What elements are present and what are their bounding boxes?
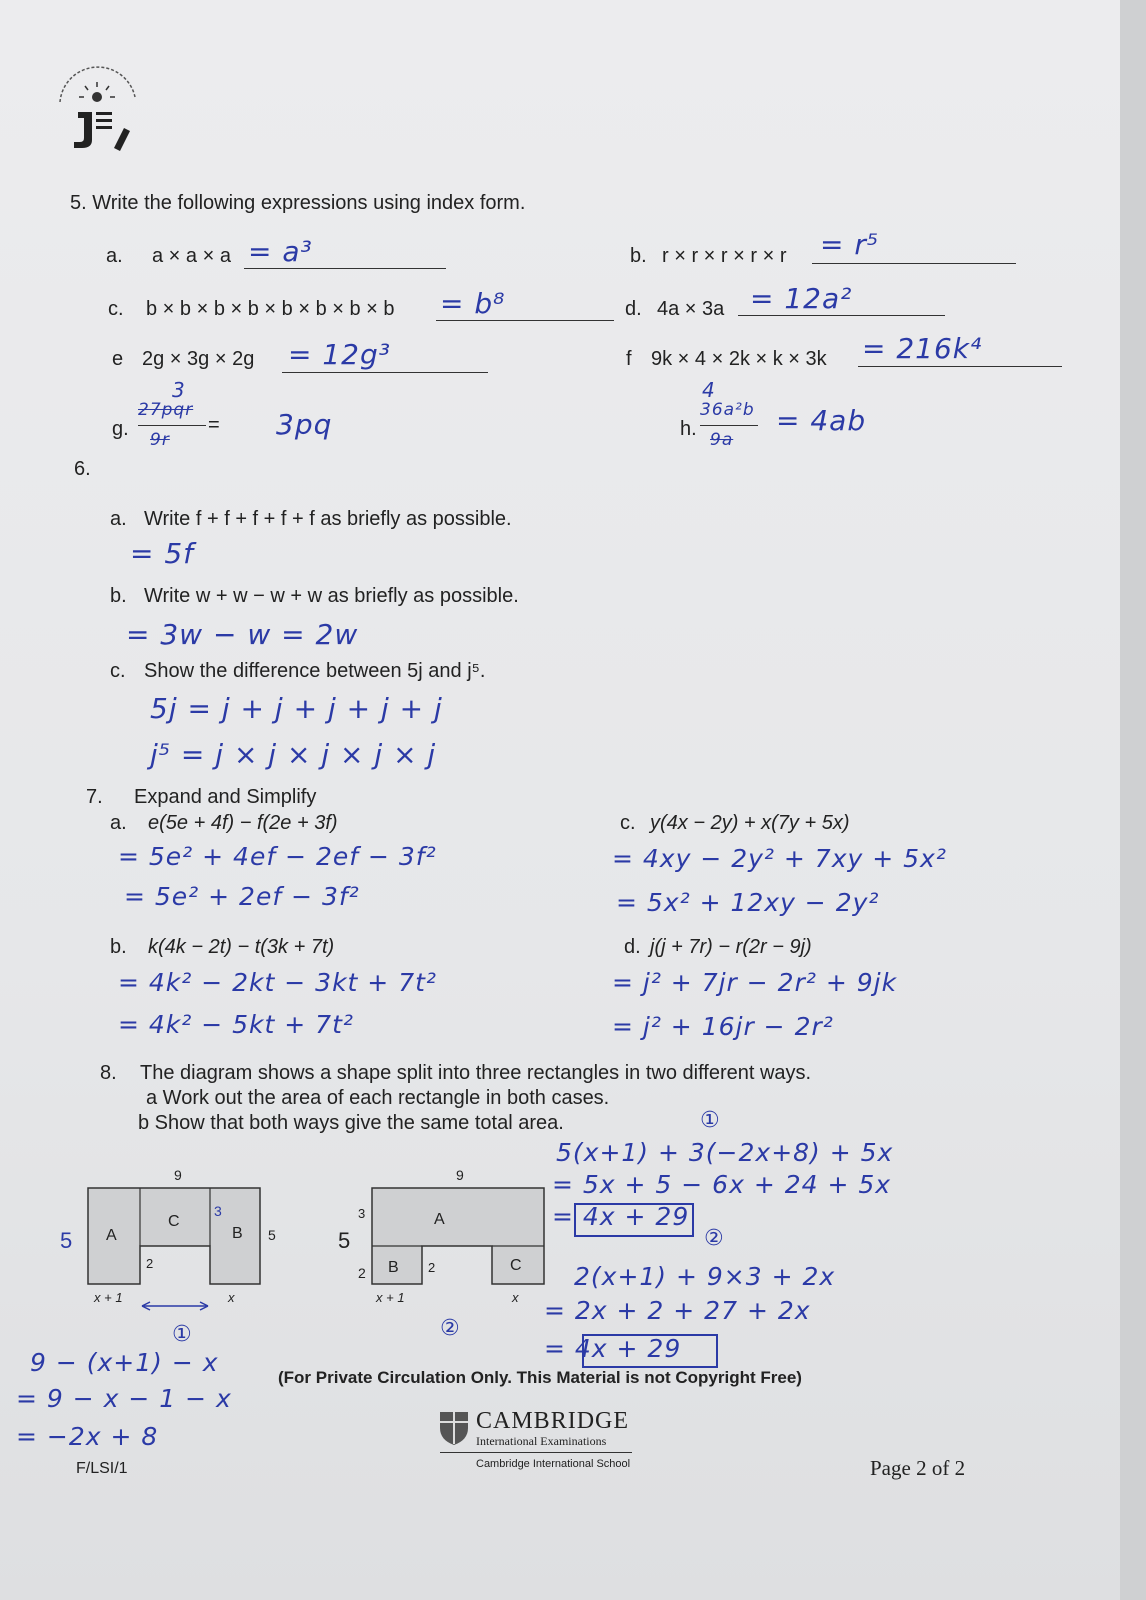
fig2-bottom-left-label: x + 1 (376, 1290, 405, 1305)
q8-work1-line3: = 4x + 29 (552, 1202, 690, 1231)
q6b-text: Write w + w − w + w as briefly as possible. (144, 585, 519, 607)
q8-work2-line1: 2(x+1) + 9×3 + 2x (574, 1262, 836, 1291)
q7-number: 7. (86, 786, 103, 808)
fig2-inner-label: 2 (428, 1260, 436, 1275)
fig1-c-height: 3 (214, 1203, 222, 1219)
q5a-expression: a × a × a (152, 245, 231, 267)
q7d-label: d. (624, 936, 641, 958)
q7c-label: c. (620, 812, 636, 834)
q5f-answer: = 216k⁴ (862, 332, 983, 365)
fig2-bottom-right-label: x (512, 1290, 519, 1305)
q8b-text: b Show that both ways give the same total area. (138, 1112, 564, 1134)
school-name: Cambridge International School (476, 1458, 631, 1470)
fig1-left-hand-label: 5 (60, 1228, 73, 1253)
page-number: Page 2 of 2 (870, 1456, 966, 1480)
q5d-expression: 4a × 3a (657, 298, 725, 320)
q5e-label: e (112, 348, 124, 370)
q8-figure-2 (330, 1160, 570, 1340)
q6c-text: Show the difference between 5j and j⁵. (144, 660, 486, 682)
q5f-answer-line (858, 366, 1062, 367)
cambridge-crest-icon (438, 1410, 470, 1446)
q5c-expression: b × b × b × b × b × b × b × b (146, 298, 395, 320)
q5b-expression: r × r × r × r × r (662, 245, 787, 267)
fig1-top-label: 9 (174, 1167, 182, 1183)
q5g-note: 3 (172, 378, 186, 402)
q7c-answer-line1: = 4xy − 2y² + 7xy + 5x² (612, 844, 947, 873)
q8-figure-1 (50, 1160, 290, 1340)
q5h-fraction-bar (700, 425, 758, 426)
q8-work2-line2: = 2x + 2 + 27 + 2x (544, 1296, 811, 1325)
q7d-answer-line2: = j² + 16jr − 2r² (612, 1012, 834, 1041)
q8-work2-mark: ② (704, 1226, 725, 1251)
q8-text: The diagram shows a shape split into three rectangles in two different ways. (140, 1062, 812, 1084)
q6a-label: a. (110, 508, 127, 530)
q5b-label: b. (630, 245, 647, 267)
q8-work1-mark: ① (700, 1108, 721, 1133)
q5f-expression: 9k × 4 × 2k × k × 3k (651, 348, 827, 370)
q5g-denominator: 9r (150, 430, 170, 450)
fig1-bottom-left-label: x + 1 (94, 1290, 123, 1305)
q8-side1-line3: = −2x + 8 (16, 1422, 159, 1451)
fig2-rect-a: A (434, 1211, 445, 1228)
q6b-answer: = 3w − w = 2w (126, 618, 359, 651)
cambridge-brand-subtitle: International Examinations (476, 1434, 607, 1448)
fig2-rect-c: C (510, 1257, 522, 1274)
q7b-answer-line1: = 4k² − 2kt − 3kt + 7t² (118, 968, 437, 997)
q8-work2-answer-box (582, 1334, 718, 1368)
q7c-answer-line2: = 5x² + 12xy − 2y² (616, 888, 880, 917)
q7d-answer-line1: = j² + 7jr − 2r² + 9jk (612, 968, 898, 997)
q8-work1-line1: 5(x+1) + 3(−2x+8) + 5x (556, 1138, 894, 1167)
q7b-expression: k(4k − 2t) − t(3k + 7t) (148, 936, 335, 958)
q7a-answer-line1: = 5e² + 4ef − 2ef − 3f² (118, 842, 437, 871)
q7a-label: a. (110, 812, 127, 834)
copyright-notice: (For Private Circulation Only. This Material is not Copyright Free) (278, 1368, 802, 1387)
q8-work2-line3: = 4x + 29 (544, 1334, 682, 1363)
q5h-numerator: 36a²b (700, 400, 755, 420)
q8a-text: a Work out the area of each rectangle in both cases. (146, 1087, 610, 1109)
fig2-top-label: 9 (456, 1167, 464, 1183)
q5a-answer: = a³ (248, 235, 313, 268)
q5c-answer-line (436, 320, 614, 321)
q7c-expression: y(4x − 2y) + x(7y + 5x) (650, 812, 850, 834)
q6b-label: b. (110, 585, 127, 607)
q5g-answer: 3pq (276, 408, 333, 441)
fig1-rect-b: B (232, 1225, 243, 1242)
q7b-answer-line2: = 4k² − 5kt + 7t² (118, 1010, 354, 1039)
q8-side1-mark: ① (172, 1322, 193, 1347)
q5g-equals: = (208, 414, 220, 436)
q5-heading: 5. Write the following expressions using index form. (70, 192, 526, 214)
q7d-expression: j(j + 7r) − r(2r − 9j) (650, 936, 812, 958)
q5g-fraction-bar (138, 425, 206, 426)
q6c-answer-line1: 5j = j + j + j + j + j (150, 692, 443, 725)
q5a-label: a. (106, 245, 123, 267)
fig1-rect-c: C (168, 1213, 180, 1230)
q6a-text: Write f + f + f + f + f as briefly as possible. (144, 508, 512, 530)
q6c-label: c. (110, 660, 126, 682)
q8-side1-line1: 9 − (x+1) − x (30, 1348, 219, 1377)
q5e-answer-line (282, 372, 488, 373)
document-code: F/LSI/1 (76, 1460, 128, 1477)
q5d-answer: = 12a² (750, 282, 853, 315)
q6c-answer-line2: j⁵ = j × j × j × j × j (150, 738, 437, 771)
fig1-right-label: 5 (268, 1227, 276, 1243)
q5g-numerator: 27pqr (138, 400, 194, 420)
fig1-inner-label: 2 (146, 1256, 154, 1271)
fig2-left-label: 5 (338, 1228, 351, 1253)
q7a-answer-line2: = 5e² + 2ef − 3f² (124, 882, 360, 911)
fig2-rect-b: B (388, 1259, 399, 1276)
q5a-answer-line (244, 268, 446, 269)
q7b-label: b. (110, 936, 127, 958)
q5c-answer: = b⁸ (440, 287, 506, 320)
q5h-answer: = 4ab (776, 404, 867, 437)
q5f-label: f (626, 348, 632, 370)
footer-divider (440, 1452, 632, 1453)
school-logo (50, 62, 145, 152)
q7-heading: Expand and Simplify (134, 786, 317, 808)
q5g-label: g. (112, 418, 129, 440)
q5e-answer: = 12g³ (288, 338, 391, 371)
q5b-answer-line (812, 263, 1016, 264)
fig1-rect-a: A (106, 1227, 117, 1244)
q8-side1-line2: = 9 − x − 1 − x (16, 1384, 232, 1413)
fig1-bottom-right-label: x (228, 1290, 235, 1305)
q5d-answer-line (738, 315, 945, 316)
cambridge-brand: CAMBRIDGE (476, 1408, 630, 1434)
q8-work1-answer-box (574, 1203, 694, 1237)
q8-side2-mark: ② (440, 1316, 461, 1341)
q7a-expression: e(5e + 4f) − f(2e + 3f) (148, 812, 338, 834)
q6a-answer: = 5f (130, 537, 195, 570)
q5e-expression: 2g × 3g × 2g (142, 348, 255, 370)
q5b-answer: = r⁵ (820, 228, 880, 261)
fig2-left-top-label: 3 (358, 1206, 366, 1221)
q5h-label: h. (680, 418, 697, 440)
fig2-left-bottom-label: 2 (358, 1265, 366, 1281)
q5c-label: c. (108, 298, 124, 320)
q8-work1-line2: = 5x + 5 − 6x + 24 + 5x (552, 1170, 892, 1199)
q5h-denominator: 9a (710, 430, 734, 450)
q8-number: 8. (100, 1062, 117, 1084)
page-edge (1120, 0, 1146, 1600)
q6-number: 6. (74, 458, 91, 480)
q5h-note: 4 (702, 378, 716, 402)
q5d-label: d. (625, 298, 642, 320)
